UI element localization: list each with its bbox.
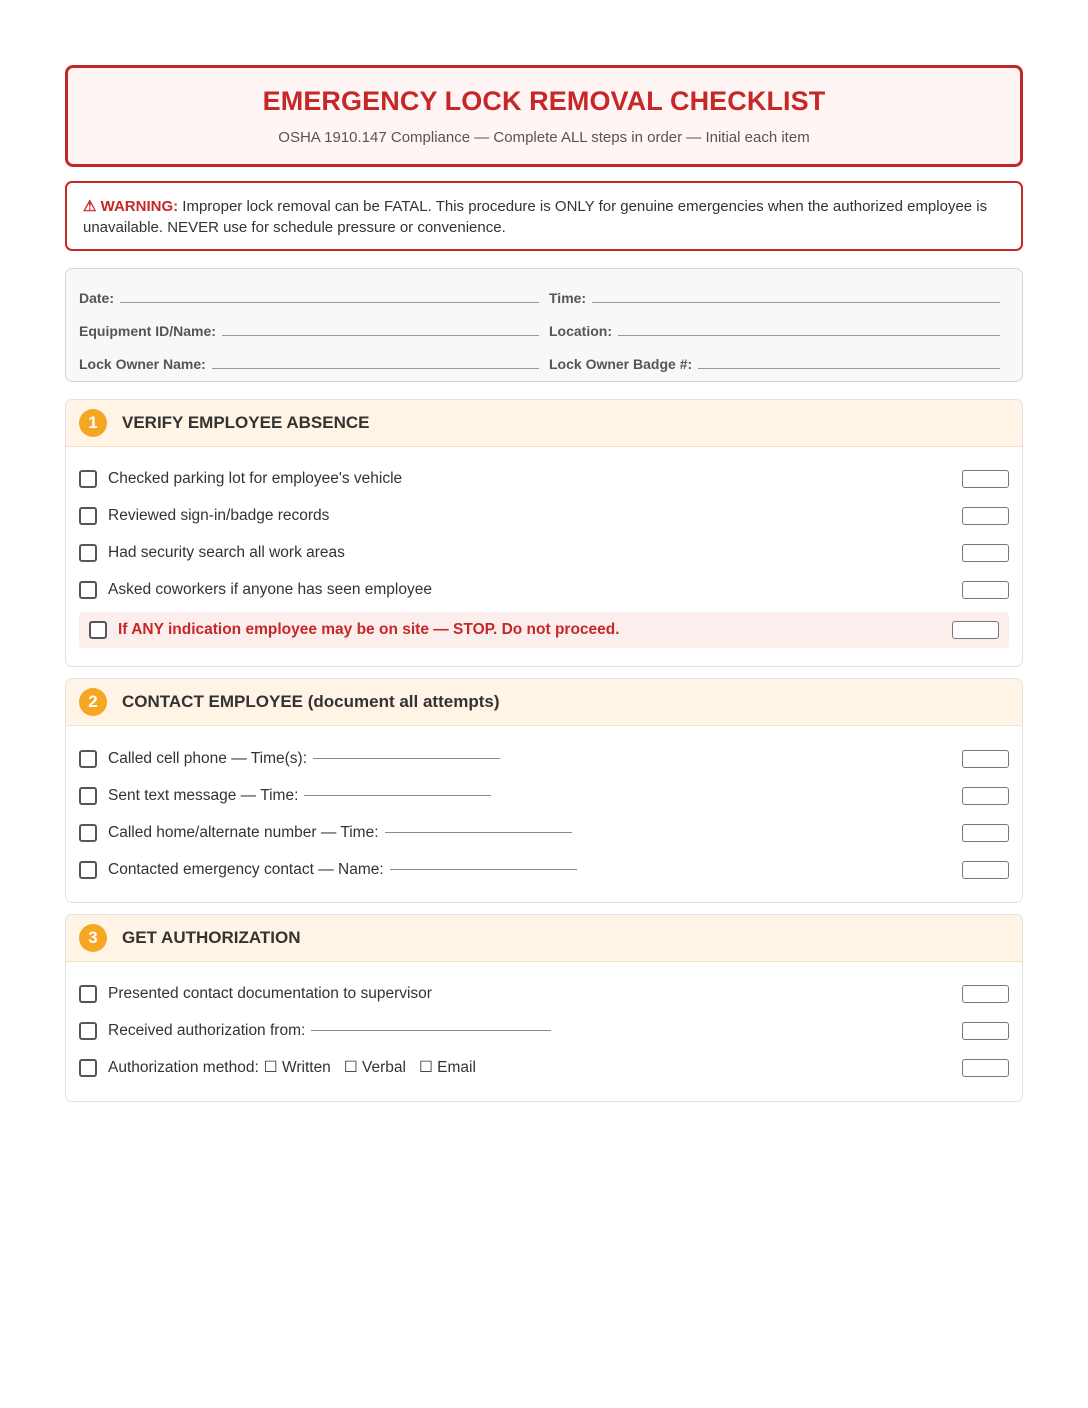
location-line[interactable]	[618, 335, 1000, 336]
checkbox[interactable]	[79, 470, 97, 488]
item-text: Contacted emergency contact — Name:	[108, 860, 384, 878]
location-field[interactable]	[549, 315, 1010, 347]
checkbox[interactable]	[89, 621, 107, 639]
checkbox[interactable]	[79, 985, 97, 1003]
owner-badge-field[interactable]	[549, 348, 1010, 380]
date-field[interactable]	[79, 282, 549, 314]
owner-badge-line[interactable]	[698, 368, 1000, 369]
step-number-badge: 2	[79, 688, 107, 716]
initial-box[interactable]	[962, 581, 1009, 599]
date-line[interactable]	[120, 302, 539, 303]
section-header	[66, 400, 1022, 447]
checkbox[interactable]	[79, 1059, 97, 1077]
checklist-item	[79, 571, 1009, 608]
date-label: Date:	[79, 290, 115, 306]
section-header	[66, 679, 1022, 726]
initial-box[interactable]	[962, 507, 1009, 525]
checklist-page	[65, 65, 1023, 1102]
item-text: Asked coworkers if anyone has seen employee	[108, 580, 432, 598]
initial-box[interactable]	[952, 621, 999, 639]
owner-name-line[interactable]	[212, 368, 539, 369]
checklist-item	[79, 1049, 1009, 1086]
initial-box[interactable]	[962, 470, 1009, 488]
section-title: VERIFY EMPLOYEE ABSENCE	[122, 413, 370, 432]
stop-item	[79, 612, 1009, 648]
checklist-item	[79, 975, 1009, 1012]
checklist-item	[79, 1012, 1009, 1049]
fill-line[interactable]	[385, 832, 572, 833]
owner-name-label: Lock Owner Name:	[79, 356, 206, 372]
fill-line[interactable]	[311, 1030, 551, 1031]
fill-line[interactable]	[390, 869, 577, 870]
owner-name-field[interactable]	[79, 348, 549, 380]
auth-option-email[interactable]: ☐ Email	[418, 1059, 476, 1076]
section-contact-employee	[65, 678, 1023, 903]
checkbox[interactable]	[79, 581, 97, 599]
section-title: GET AUTHORIZATION	[122, 928, 301, 947]
auth-option-written[interactable]: ☐ Written	[263, 1059, 331, 1076]
fill-line[interactable]	[304, 795, 491, 796]
location-label: Location:	[549, 323, 612, 339]
owner-badge-label: Lock Owner Badge #:	[549, 356, 693, 372]
section-title: CONTACT EMPLOYEE (document all attempts)	[122, 692, 500, 711]
initial-box[interactable]	[962, 985, 1009, 1003]
section-verify-absence	[65, 399, 1023, 667]
fill-line[interactable]	[313, 758, 500, 759]
checklist-item	[79, 497, 1009, 534]
stop-text: If ANY indication employee may be on site — STOP. Do not proceed.	[118, 621, 620, 638]
page-title: EMERGENCY LOCK REMOVAL CHECKLIST	[262, 86, 826, 116]
initial-box[interactable]	[962, 787, 1009, 805]
checklist-item	[79, 814, 1009, 851]
initial-box[interactable]	[962, 1022, 1009, 1040]
item-text: Received authorization from:	[108, 1021, 306, 1039]
checkbox[interactable]	[79, 861, 97, 879]
checklist-items	[66, 447, 1022, 658]
warning-box	[65, 181, 1023, 251]
checkbox[interactable]	[79, 507, 97, 525]
section-get-authorization	[65, 914, 1023, 1102]
item-text: Called home/alternate number — Time:	[108, 823, 379, 841]
initial-box[interactable]	[962, 750, 1009, 768]
step-number-badge: 3	[79, 924, 107, 952]
checklist-item	[79, 460, 1009, 497]
initial-box[interactable]	[962, 824, 1009, 842]
page-subtitle: OSHA 1910.147 Compliance — Complete ALL steps in order — Initial each item	[278, 129, 810, 146]
info-fields	[65, 268, 1023, 382]
checklist-items	[66, 726, 1022, 898]
item-text: Sent text message — Time:	[108, 786, 299, 804]
item-text: Checked parking lot for employee's vehicle	[108, 469, 403, 487]
item-text: Authorization method:	[108, 1058, 259, 1076]
equipment-line[interactable]	[222, 335, 539, 336]
auth-option-verbal[interactable]: ☐ Verbal	[343, 1059, 406, 1076]
initial-box[interactable]	[962, 544, 1009, 562]
warning-label: ⚠ WARNING:	[83, 198, 179, 215]
checkbox[interactable]	[79, 787, 97, 805]
initial-box[interactable]	[962, 861, 1009, 879]
item-text: Presented contact documentation to supervisor	[108, 984, 432, 1002]
time-field[interactable]	[549, 282, 1010, 314]
checklist-items	[66, 962, 1022, 1096]
checklist-item	[79, 534, 1009, 571]
initial-box[interactable]	[962, 1059, 1009, 1077]
equipment-label: Equipment ID/Name:	[79, 323, 216, 339]
step-number-badge: 1	[79, 409, 107, 437]
checklist-item	[79, 740, 1009, 777]
checkbox[interactable]	[79, 544, 97, 562]
checklist-item	[79, 851, 1009, 888]
item-text: Had security search all work areas	[108, 543, 345, 561]
equipment-field[interactable]	[79, 315, 549, 347]
checkbox[interactable]	[79, 824, 97, 842]
title-banner	[65, 65, 1023, 167]
item-text: Reviewed sign-in/badge records	[108, 506, 330, 524]
checklist-item	[79, 777, 1009, 814]
checkbox[interactable]	[79, 750, 97, 768]
item-text: Called cell phone — Time(s):	[108, 749, 307, 767]
time-line[interactable]	[592, 302, 1000, 303]
warning-text: Improper lock removal can be FATAL. This procedure is ONLY for genuine emergencies when the authorized employee is unavailable. NEVER use for schedule pressure or convenience.	[83, 198, 988, 236]
time-label: Time:	[549, 290, 587, 306]
checkbox[interactable]	[79, 1022, 97, 1040]
section-header	[66, 915, 1022, 962]
